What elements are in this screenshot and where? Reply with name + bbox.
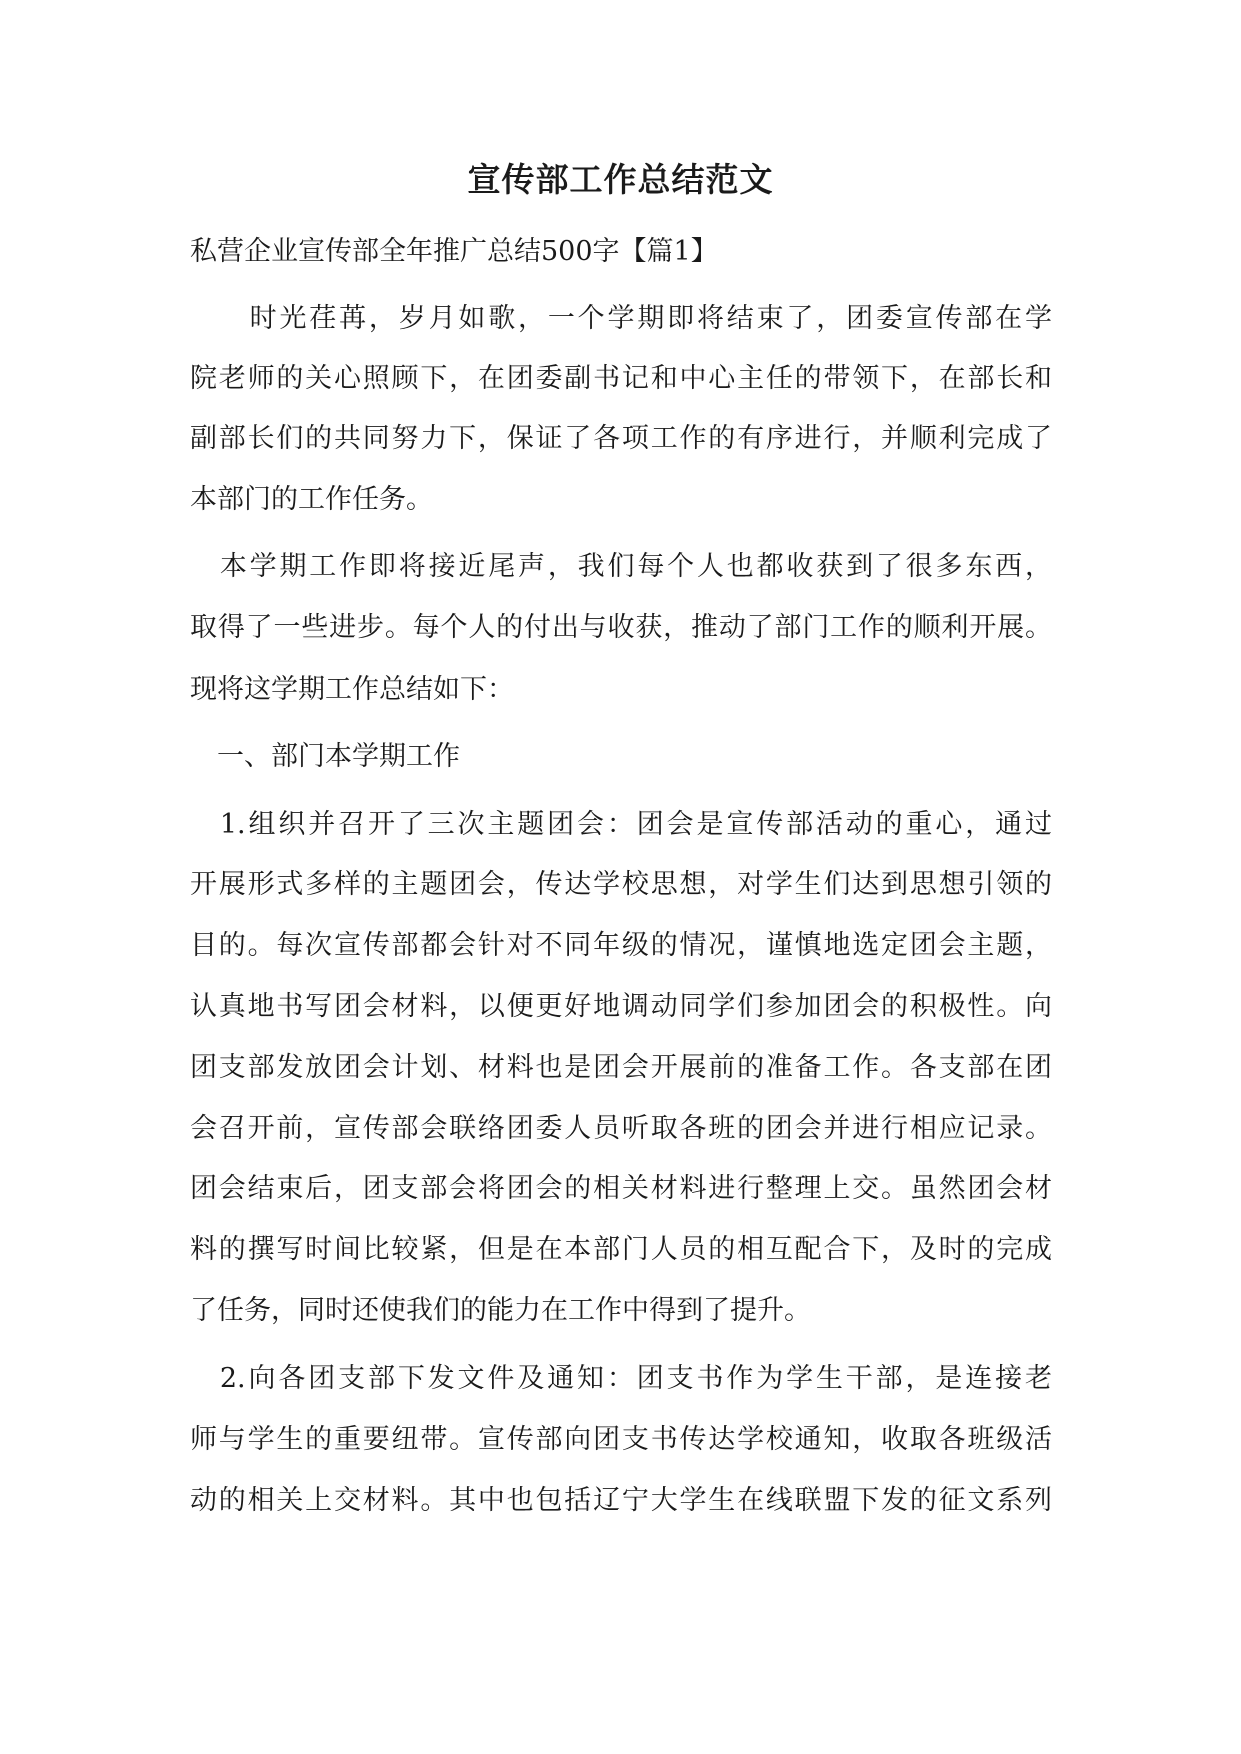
paragraph-line: 师与学生的重要纽带。宣传部向团支书传达学校通知，收取各班级活	[190, 1424, 1052, 1455]
paragraph-line: 开展形式多样的主题团会，传达学校思想，对学生们达到思想引领的	[190, 869, 1052, 900]
paragraph-line: 取得了一些进步。每个人的付出与收获，推动了部门工作的顺利开展。	[190, 612, 1052, 643]
paragraph-line: 本部门的工作任务。	[190, 484, 433, 515]
document-title: 宣传部工作总结范文	[467, 160, 774, 199]
paragraph-line: 现将这学期工作总结如下：	[190, 674, 514, 705]
paragraph-line: 了任务，同时还使我们的能力在工作中得到了提升。	[190, 1295, 811, 1326]
paragraph-line: 团支部发放团会计划、材料也是团会开展前的准备工作。各支部在团	[190, 1052, 1052, 1083]
paragraph-line: 1.组织并召开了三次主题团会：团会是宣传部活动的重心，通过	[190, 809, 1052, 840]
paragraph-line: 目的。每次宣传部都会针对不同年级的情况，谨慎地选定团会主题，	[190, 930, 1052, 961]
document-subtitle: 私营企业宣传部全年推广总结500字【篇1】	[190, 236, 718, 267]
section-heading: 一、部门本学期工作	[190, 741, 460, 772]
paragraph-line: 动的相关上交材料。其中也包括辽宁大学生在线联盟下发的征文系列	[190, 1485, 1052, 1516]
paragraph-line: 副部长们的共同努力下，保证了各项工作的有序进行，并顺利完成了	[190, 423, 1052, 454]
paragraph-line: 料的撰写时间比较紧，但是在本部门人员的相互配合下，及时的完成	[190, 1234, 1052, 1265]
paragraph-line: 院老师的关心照顾下，在团委副书记和中心主任的带领下，在部长和	[190, 363, 1052, 394]
paragraph-line: 认真地书写团会材料，以便更好地调动同学们参加团会的积极性。向	[190, 991, 1052, 1022]
paragraph-line: 本学期工作即将接近尾声，我们每个人也都收获到了很多东西，	[190, 551, 1052, 582]
paragraph-line: 会召开前，宣传部会联络团委人员听取各班的团会并进行相应记录。	[190, 1113, 1052, 1144]
paragraph-line: 时光荏苒，岁月如歌，一个学期即将结束了，团委宣传部在学	[190, 303, 1052, 334]
paragraph-line: 团会结束后，团支部会将团会的相关材料进行整理上交。虽然团会材	[190, 1173, 1052, 1204]
paragraph-line: 2.向各团支部下发文件及通知：团支书作为学生干部，是连接老	[190, 1363, 1052, 1394]
